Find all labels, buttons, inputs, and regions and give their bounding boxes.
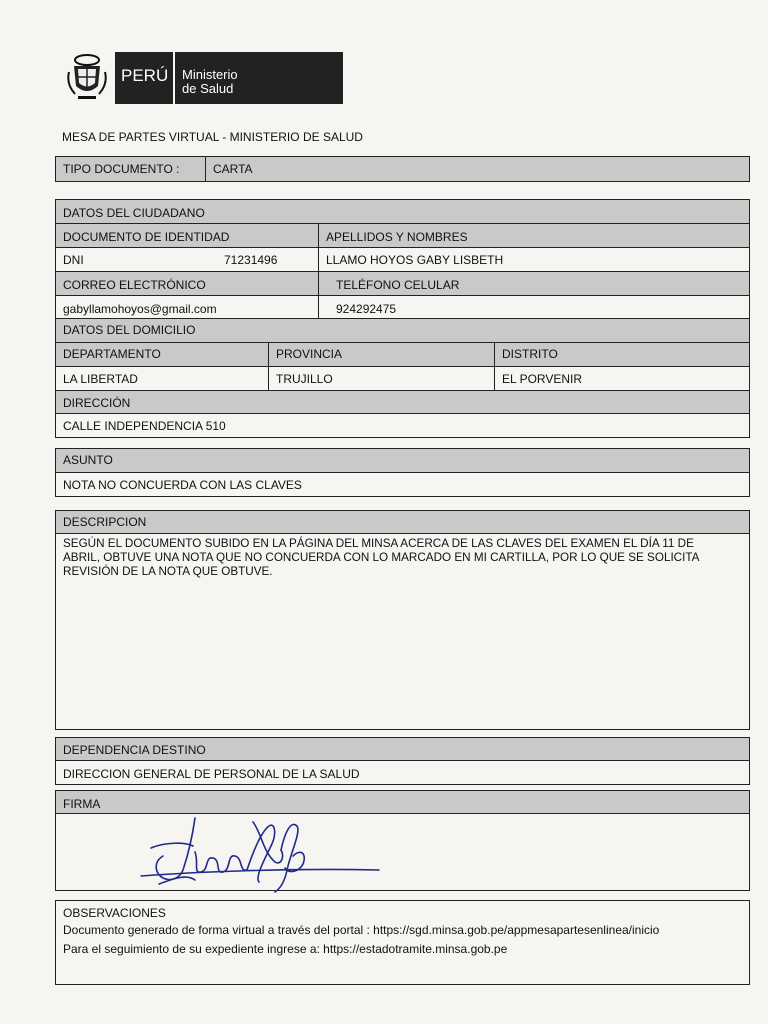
row-line bbox=[55, 271, 750, 272]
row-line bbox=[55, 760, 750, 761]
distrito-label: DISTRITO bbox=[502, 347, 558, 361]
row-line bbox=[55, 295, 750, 296]
telefono-label: TELÉFONO CELULAR bbox=[336, 278, 460, 292]
departamento-value: LA LIBERTAD bbox=[63, 372, 138, 386]
tipo-documento-value: CARTA bbox=[213, 162, 253, 176]
page-title: MESA DE PARTES VIRTUAL - MINISTERIO DE SALUD bbox=[62, 130, 363, 144]
names-value: LLAMO HOYOS GABY LISBETH bbox=[326, 253, 504, 267]
observaciones-line-2: Para el seguimiento de su expediente ingrese a: https://estadotramite.minsa.gob.pe bbox=[63, 942, 508, 956]
asunto-value: NOTA NO CONCUERDA CON LAS CLAVES bbox=[63, 478, 302, 492]
row-line bbox=[55, 366, 750, 367]
asunto-header-bg bbox=[56, 449, 749, 472]
observaciones-label: OBSERVACIONES bbox=[63, 906, 166, 920]
doc-type-value: DNI bbox=[63, 253, 84, 267]
dependencia-value: DIRECCION GENERAL DE PERSONAL DE LA SALUD bbox=[63, 767, 360, 781]
peru-coat-of-arms-icon bbox=[66, 52, 108, 102]
distrito-value: EL PORVENIR bbox=[502, 372, 583, 386]
row-line bbox=[55, 472, 750, 473]
firma-header-bg bbox=[56, 791, 749, 813]
row-line bbox=[55, 342, 750, 343]
row-line bbox=[55, 533, 750, 534]
firma-label: FIRMA bbox=[63, 797, 101, 811]
correo-label: CORREO ELECTRÓNICO bbox=[63, 278, 206, 292]
descripcion-line-1: SEGÚN EL DOCUMENTO SUBIDO EN LA PÁGINA DEL MINSA ACERCA DE LAS CLAVES DEL EXAMEN EL DÍA 11 DE bbox=[63, 537, 694, 550]
row-line bbox=[55, 413, 750, 414]
col-line bbox=[268, 342, 269, 390]
divider bbox=[205, 156, 206, 182]
row-line bbox=[55, 247, 750, 248]
doc-number-value: 71231496 bbox=[224, 253, 278, 267]
logo-salud-text: de Salud bbox=[182, 81, 234, 96]
descripcion-header-bg bbox=[56, 511, 749, 533]
provincia-label: PROVINCIA bbox=[276, 347, 343, 361]
direccion-label: DIRECCIÓN bbox=[63, 396, 131, 410]
logo-divider bbox=[173, 52, 175, 104]
dependencia-label: DEPENDENCIA DESTINO bbox=[63, 743, 206, 757]
logo-peru-text: PERÚ bbox=[121, 66, 169, 85]
documento-identidad-label: DOCUMENTO DE IDENTIDAD bbox=[63, 230, 230, 244]
direccion-header-bg bbox=[56, 390, 749, 414]
col-line bbox=[494, 342, 495, 390]
handwritten-signature bbox=[135, 812, 385, 894]
descripcion-line-3: REVISIÓN DE LA NOTA QUE OBTUVE. bbox=[63, 565, 273, 578]
departamento-label: DEPARTAMENTO bbox=[63, 347, 161, 361]
row-line bbox=[55, 390, 750, 391]
col-line bbox=[318, 223, 319, 318]
tipo-documento-label: TIPO DOCUMENTO : bbox=[63, 162, 180, 176]
email-value: gabyllamohoyos@gmail.com bbox=[63, 302, 217, 316]
logo-ministerio-text: Ministerio bbox=[182, 67, 238, 82]
descripcion-label: DESCRIPCION bbox=[63, 515, 147, 529]
provincia-value: TRUJILLO bbox=[276, 372, 333, 386]
phone-value: 924292475 bbox=[336, 302, 397, 316]
asunto-label: ASUNTO bbox=[63, 453, 113, 467]
row-line bbox=[55, 223, 750, 224]
descripcion-line-2: ABRIL, OBTUVE UNA NOTA QUE NO CONCUERDA CON LO MARCADO EN MI CARTILLA, POR LO QUE SE SOLICITA bbox=[63, 551, 700, 564]
observaciones-line-1: Documento generado de forma virtual a través del portal : https://sgd.minsa.gob.pe/appmesapartesenlinea/inicio bbox=[63, 923, 660, 937]
apellidos-nombres-label: APELLIDOS Y NOMBRES bbox=[326, 230, 468, 244]
datos-ciudadano-heading: DATOS DEL CIUDADANO bbox=[63, 206, 205, 220]
datos-domicilio-heading: DATOS DEL DOMICILIO bbox=[63, 323, 196, 337]
direccion-value: CALLE INDEPENDENCIA 510 bbox=[63, 419, 226, 433]
